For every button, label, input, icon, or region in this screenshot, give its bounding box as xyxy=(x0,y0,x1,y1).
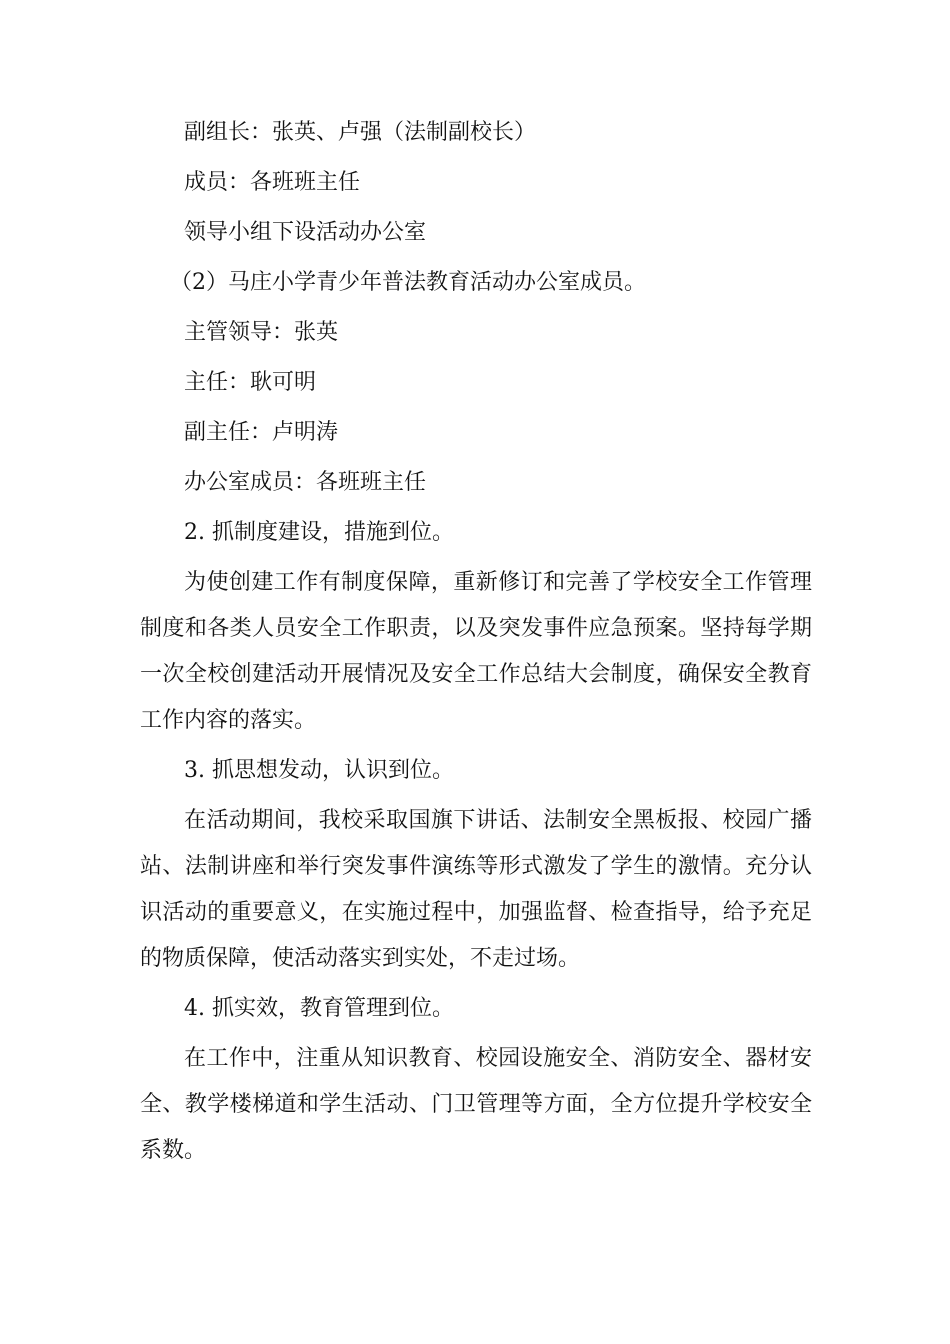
document-body xyxy=(140,108,812,1174)
office-heading-line: （2）马庄小学青少年普法教育活动办公室成员。 xyxy=(170,270,646,295)
section-heading: 4. 抓实效，教育管理到位。 xyxy=(184,996,454,1021)
members-line: 成员：各班班主任 xyxy=(184,170,361,195)
office-setup-line: 领导小组下设活动办公室 xyxy=(184,220,427,245)
section-heading: 3. 抓思想发动，认识到位。 xyxy=(184,758,454,783)
section-paragraph: 在活动期间，我校采取国旗下讲话、法制安全黑板报、校园广播站、法制讲座和举行突发事件演练等形式激发了学生的激情。充分认识活动的重要意义，在实施过程中，加强监督、检查指导，给予充足的物质保障，使活动落实到实处，不走过场。 xyxy=(140,808,812,971)
vice-leader-line: 副组长：张英、卢强（法制副校长） xyxy=(184,120,537,145)
director-line: 主任：耿可明 xyxy=(184,370,317,395)
section-paragraph: 为使创建工作有制度保障，重新修订和完善了学校安全工作管理制度和各类人员安全工作职责，以及突发事件应急预案。坚持每学期一次全校创建活动开展情况及安全工作总结大会制度，确保安全教育工作内容的落实。 xyxy=(140,570,812,733)
supervisor-line: 主管领导：张英 xyxy=(184,320,339,345)
section-heading: 2. 抓制度建设，措施到位。 xyxy=(184,520,454,545)
office-members-line: 办公室成员：各班班主任 xyxy=(184,470,427,495)
section-paragraph: 在工作中，注重从知识教育、校园设施安全、消防安全、器材安全、教学楼梯道和学生活动、门卫管理等方面，全方位提升学校安全系数。 xyxy=(140,1046,812,1163)
vice-director-line: 副主任：卢明涛 xyxy=(184,420,339,445)
